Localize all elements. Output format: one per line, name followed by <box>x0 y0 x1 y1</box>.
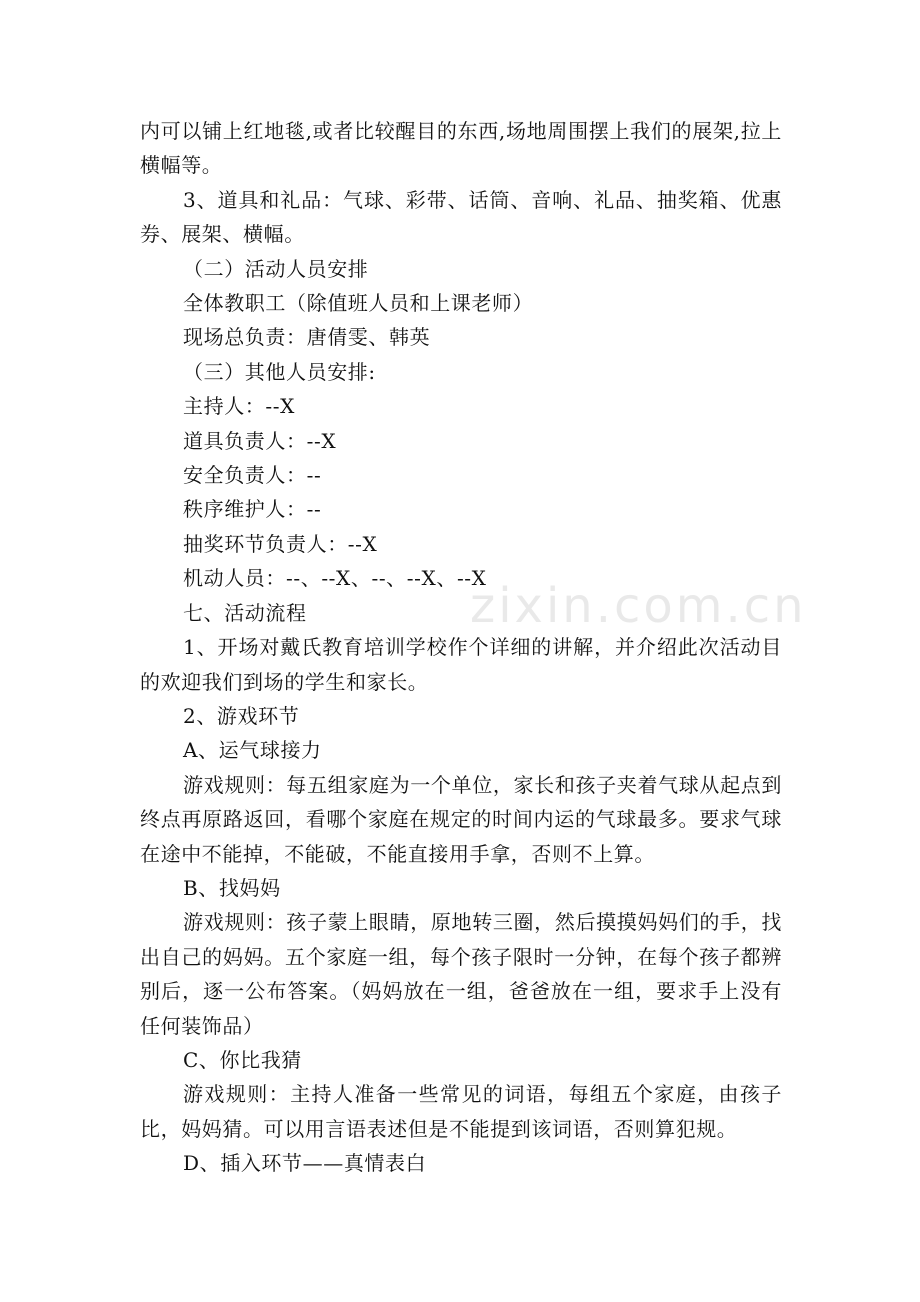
paragraph: 现场总负责：唐倩雯、韩英 <box>183 325 431 350</box>
game-rules: 游戏规则：主持人准备一些常见的词语，每组五个家庭，由孩子比，妈妈猜。可以用言语表述但是不能提到该词语，否则算犯规。 <box>140 1082 782 1141</box>
game-title: D、插入环节——真情表白 <box>183 1151 427 1176</box>
game-rules: 游戏规则：孩子蒙上眼睛，原地转三圈，然后摸摸妈妈们的手，找出自己的妈妈。五个家庭一组，每个孩子限时一分钟，在每个孩子都辨别后，逐一公布答案。（妈妈放在一组，爸爸放在一组，要求手上没有任何装饰品） <box>140 910 782 1038</box>
paragraph: 全体教职工（除值班人员和上课老师） <box>183 291 534 316</box>
staff-line: 秩序维护人：-- <box>183 497 322 522</box>
section-heading: 2、游戏环节 <box>183 703 300 728</box>
paragraph: 1、开场对戴氏教育培训学校作个详细的讲解，并介绍此次活动目的欢迎我们到场的学生和家长。 <box>140 635 782 694</box>
watermark: zixin.com.cn <box>470 578 807 634</box>
section-heading: （二）活动人员安排 <box>183 256 369 281</box>
game-rules: 游戏规则：每五组家庭为一个单位，家长和孩子夹着气球从起点到终点再原路返回，看哪个家庭在规定的时间内运的气球最多。要求气球在途中不能掉，不能破，不能直接用手拿，否则不上算。 <box>140 772 782 866</box>
document-body <box>140 114 782 1181</box>
game-title: C、你比我猜 <box>183 1047 302 1072</box>
section-heading: （三）其他人员安排: <box>183 359 376 384</box>
staff-line: 道具负责人：--X <box>183 428 337 453</box>
paragraph: 内可以铺上红地毯,或者比较醒目的东西,场地周围摆上我们的展架,拉上横幅等。 <box>140 119 782 178</box>
game-title: A、运气球接力 <box>183 738 322 763</box>
staff-line: 机动人员：--、--X、--、--X、--X <box>183 566 487 591</box>
staff-line: 抽奖环节负责人：--X <box>183 531 378 556</box>
paragraph: 3、道具和礼品：气球、彩带、话筒、音响、礼品、抽奖箱、优惠券、展架、横幅。 <box>140 187 782 247</box>
game-title: B、找妈妈 <box>183 875 281 900</box>
staff-line: 主持人：--X <box>183 394 295 419</box>
staff-line: 安全负责人：-- <box>183 463 322 488</box>
section-heading: 七、活动流程 <box>183 600 307 625</box>
